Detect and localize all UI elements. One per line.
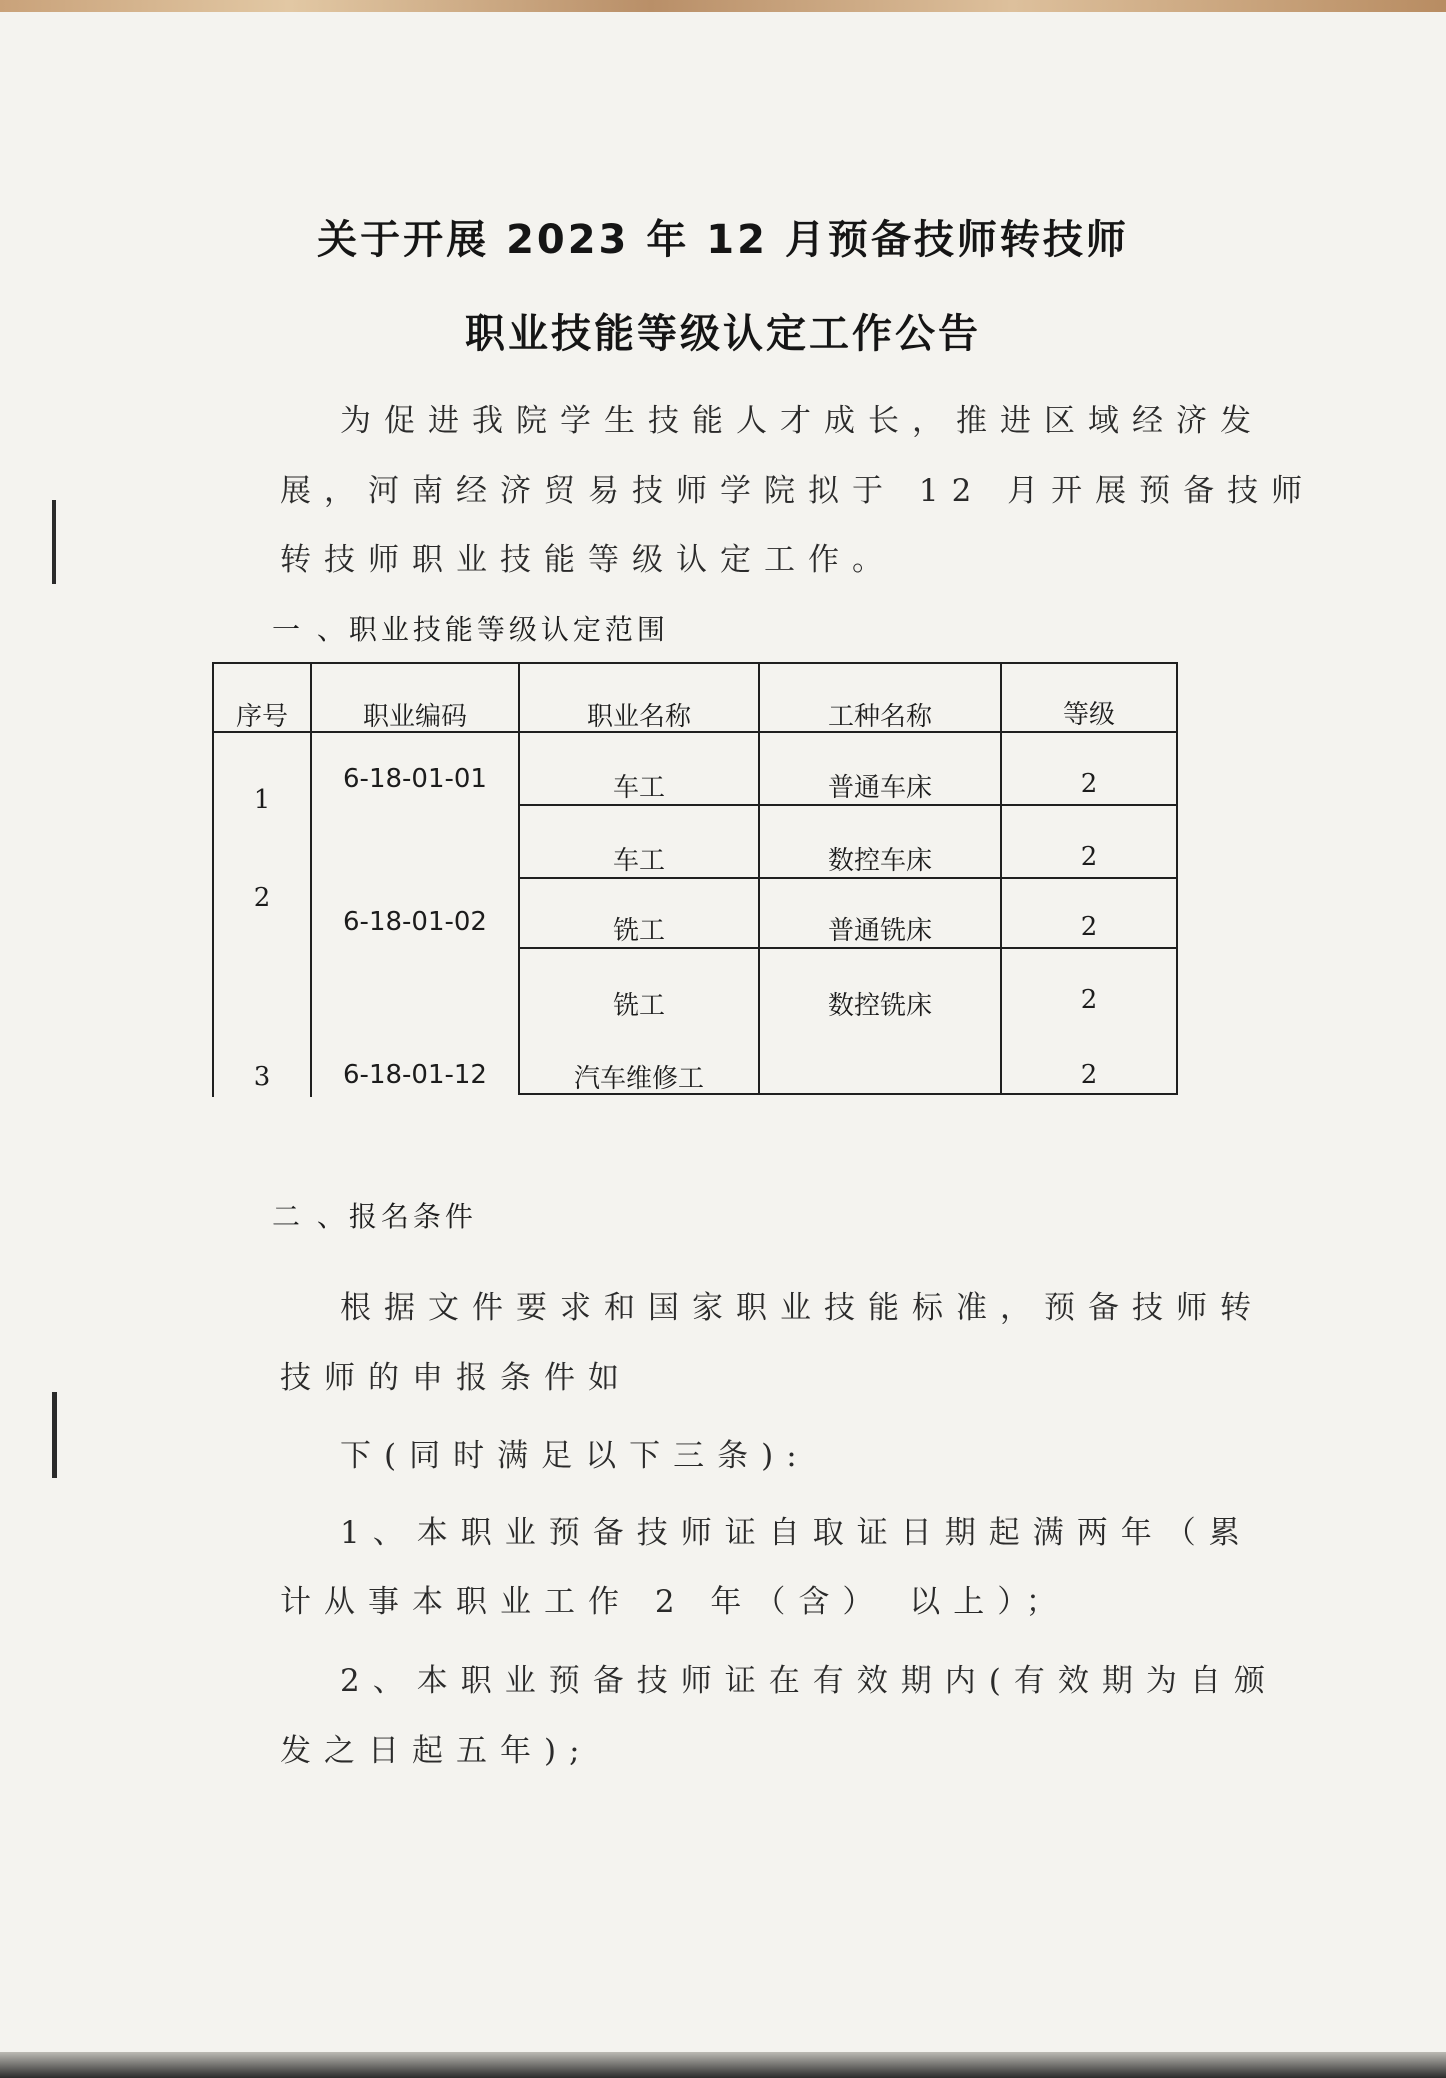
table-rule: [518, 947, 1178, 949]
intro-line-2: 展，河南经济贸易技师学院拟于 12 月开展预备技师: [280, 473, 1316, 509]
condition-1-line-1: 1、本职业预备技师证自取证日期起满两年（累: [340, 1515, 1253, 1551]
level-cell: 2: [1080, 912, 1098, 942]
seq-cell: 3: [253, 1062, 271, 1092]
condition-1-line-2: 计从事本职业工作 2 年（含） 以上）；: [280, 1584, 1070, 1620]
work-type-cell: 数控车床: [827, 846, 932, 876]
code-cell: 6-18-01-01: [343, 764, 487, 794]
header-code: 职业编码: [362, 702, 467, 732]
section2-heading: 二 、报名条件: [272, 1200, 477, 1233]
table-rule: [212, 662, 1178, 664]
occupation-cell: 铣工: [612, 916, 665, 946]
code-cell: 6-18-01-02: [343, 907, 487, 937]
document-title-line1: 关于开展 2023 年 12 月预备技师转技师: [317, 217, 1129, 263]
occupation-cell: 铣工: [612, 991, 665, 1021]
intro-line-3: 转技师职业技能等级认定工作。: [280, 542, 896, 578]
level-cell: 2: [1080, 1060, 1098, 1090]
condition-2-line-1: 2、本职业预备技师证在有效期内(有效期为自颁: [340, 1663, 1278, 1699]
occupation-cell: 汽车维修工: [573, 1064, 704, 1094]
level-cell: 2: [1080, 842, 1098, 872]
work-type-cell: 普通车床: [827, 773, 932, 803]
code-cell: 6-18-01-12: [343, 1060, 487, 1090]
seq-cell: 2: [253, 883, 271, 913]
header-seq: 序号: [235, 702, 288, 732]
occupation-cell: 车工: [612, 773, 665, 803]
conditions-line-1: 根据文件要求和国家职业技能标准，预备技师转: [340, 1290, 1264, 1326]
condition-2-line-2: 发之日起五年);: [280, 1733, 593, 1769]
intro-line-1: 为促进我院学生技能人才成长，推进区域经济发: [340, 403, 1264, 439]
scan-bottom-edge: [0, 2052, 1446, 2078]
table-rule: [518, 877, 1178, 879]
header-work-type: 工种名称: [827, 702, 932, 732]
header-occupation: 职业名称: [586, 702, 691, 732]
document-title-line2: 职业技能等级认定工作公告: [465, 311, 981, 357]
table-rule: [1176, 662, 1178, 1095]
seq-cell: 1: [253, 785, 271, 815]
occupation-cell: 车工: [612, 846, 665, 876]
conditions-line-3: 下(同时满足以下三条):: [340, 1438, 810, 1474]
conditions-line-2: 技师的申报条件如: [280, 1360, 632, 1396]
work-type-cell: 普通铣床: [827, 916, 932, 946]
level-cell: 2: [1080, 769, 1098, 799]
work-type-cell: 数控铣床: [827, 991, 932, 1021]
section1-heading: 一 、职业技能等级认定范围: [272, 613, 669, 646]
header-level: 等级: [1062, 700, 1115, 730]
table-rule: [518, 804, 1178, 806]
level-cell: 2: [1080, 985, 1098, 1015]
